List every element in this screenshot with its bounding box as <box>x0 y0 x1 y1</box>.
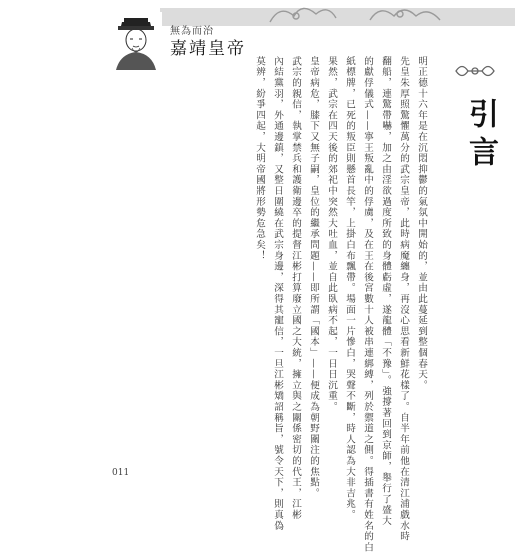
text-column-4: 的獻俘儀式——寧王叛亂中的俘虜，及在王在後宮數十人被串連綁縛，列於禦道之側。得插書有姓名的白 <box>362 56 373 553</box>
section-title: 引言 <box>463 98 498 174</box>
text-column-3: 翻船，連驚帶嚇，加之由淫欲過度所致的身體虧虛，遂龍體「不豫」。強撐著回到京師，舉行了盛大 <box>380 56 391 527</box>
emperor-portrait-icon <box>110 12 162 70</box>
text-column-10: 莫辨，紛爭四起，大明帝國將形勢危急矣！ <box>254 56 265 262</box>
page-number: 011 <box>112 468 130 478</box>
header-subtitle: 無為而治 <box>170 26 214 37</box>
text-column-2: 先皇朱厚照驚懼萬分的武宗皇帝，此時病魔纏身，再沒心思看新鮮花樣了。自半年前他在清江浦戲水時 <box>398 56 409 542</box>
text-column-7: 皇帝病危，膝下又無子嗣，皇位的繼承問題——即所謂「國本」——便成為朝野關注的焦點。 <box>308 56 319 499</box>
text-column-1: 明正德十六年是在沉悶抑鬱的氣氛中開始的，並由此蔓延到整個春天。 <box>416 56 427 391</box>
cloud-ornament-icon <box>250 0 490 30</box>
text-column-5: 紙標牌，已死的叛臣則懸首長竿，上掛白布飄帶。場面一片慘白，哭聲不斷，時人認為大非吉兆。 <box>344 56 355 521</box>
text-column-6: 果然，武宗在四天後的郊祀中突然大吐血，並自此臥病不起，一日日沉重。 <box>326 56 337 413</box>
text-column-9: 內結黨羽，外通邊鎮，又整日圍繞在武宗身邊，深得其寵信，一旦江彬矯詔稱旨，號令天下，則真偽 <box>272 56 283 532</box>
text-column-8: 武宗的親信，執掌禁兵和護衛邊卒的提督江彬打算廢立國之大統，擁立與之關係密切的代王，江彬 <box>290 56 301 521</box>
cloud-knot-ornament-icon <box>452 60 498 82</box>
header-title: 嘉靖皇帝 <box>170 39 246 59</box>
